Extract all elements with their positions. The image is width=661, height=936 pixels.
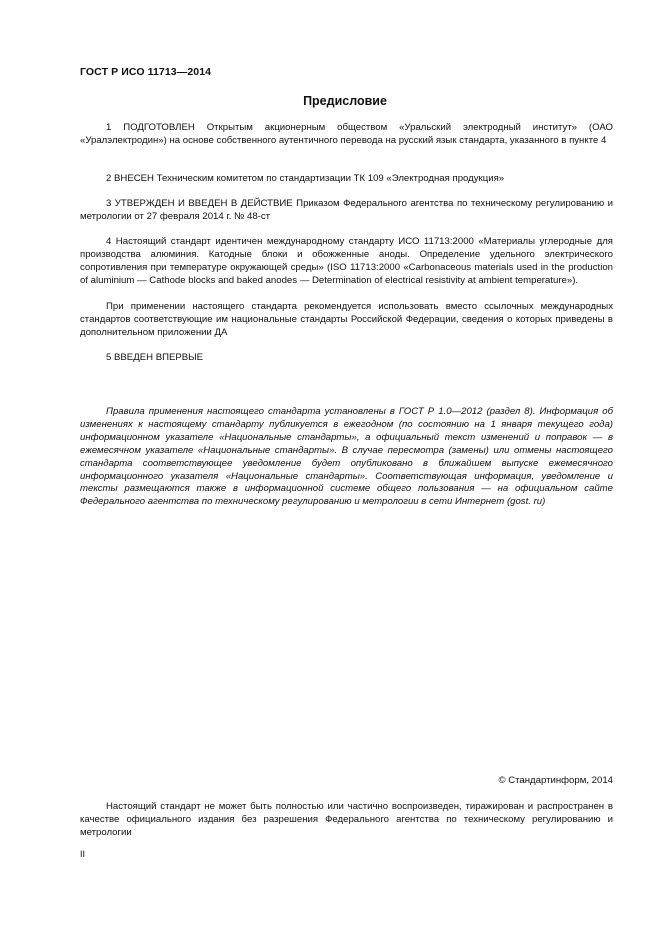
page-title: Предисловие [303,94,387,108]
page-number: II [80,849,86,859]
copyright-line: © Стандартинформ, 2014 [498,775,613,786]
paragraph-3: 3 УТВЕРЖДЕН И ВВЕДЕН В ДЕЙСТВИЕ Приказом Федерального агентства по техническому регулированию и метрологии от 27 февраля 2014 г. № 48-ст [80,198,613,222]
paragraph-4-continuation: При применении настоящего стандарта рекомендуется использовать вместо ссылочных международных стандартов соответствующие им национальные стандарты Российской Федерации, сведения о которых приведены в дополнительном приложении ДА [80,301,613,338]
paragraph-1: 1 ПОДГОТОВЛЕН Открытым акционерным обществом «Уральский электродный институт» (ОАО «Уралэлектродин») на основе собственного аутентичного перевода на русский язык стандарта, указанного в пункте 4 [80,122,613,146]
application-notice: Правила применения настоящего стандарта установлены в ГОСТ Р 1.0—2012 (раздел 8). Информация об изменениях к настоящему стандарту публикуется в ежегодном (по состоянию на 1 января текущего года) информационном указателе «Национальные стандарты», а официальный текст изменений и поправок — в ежемесячном указателе «Национальные стандарты». В случае пересмотра (замены) или отмены настоящего стандарта соответствующее уведомление будет опубликовано в ближайшем выпуске ежемесячного информационного указателя «Национальные стандарты». Соответствующая информация, уведомление и тексты размещаются также в информационной системе общего пользования — на официальном сайте Федерального агентства по техническому регулированию и метрологии в сети Интернет (gost. ru) [80,406,613,508]
reproduction-notice: Настоящий стандарт не может быть полностью или частично воспроизведен, тиражирован и распространен в качестве официального издания без разрешения Федерального агентства по техническому регулированию и метрологии [80,801,613,838]
paragraph-4: 4 Настоящий стандарт идентичен международному стандарту ИСО 11713:2000 «Материалы углеродные для производства алюминия. Катодные блоки и обожженные аноды. Определение удельного электрического сопротивления при температуре окружающей среды» (ISO 11713:2000 «Carbonaceous materials used in the production of aluminium — Cathode blocks and baked anodes — Determination of electrical resistivity at ambient temperature»). [80,236,613,286]
paragraph-2: 2 ВНЕСЕН Техническим комитетом по стандартизации ТК 109 «Электродная продукция» [106,173,505,184]
standard-header: ГОСТ Р ИСО 11713—2014 [80,66,212,78]
paragraph-5: 5 ВВЕДЕН ВПЕРВЫЕ [106,352,204,363]
